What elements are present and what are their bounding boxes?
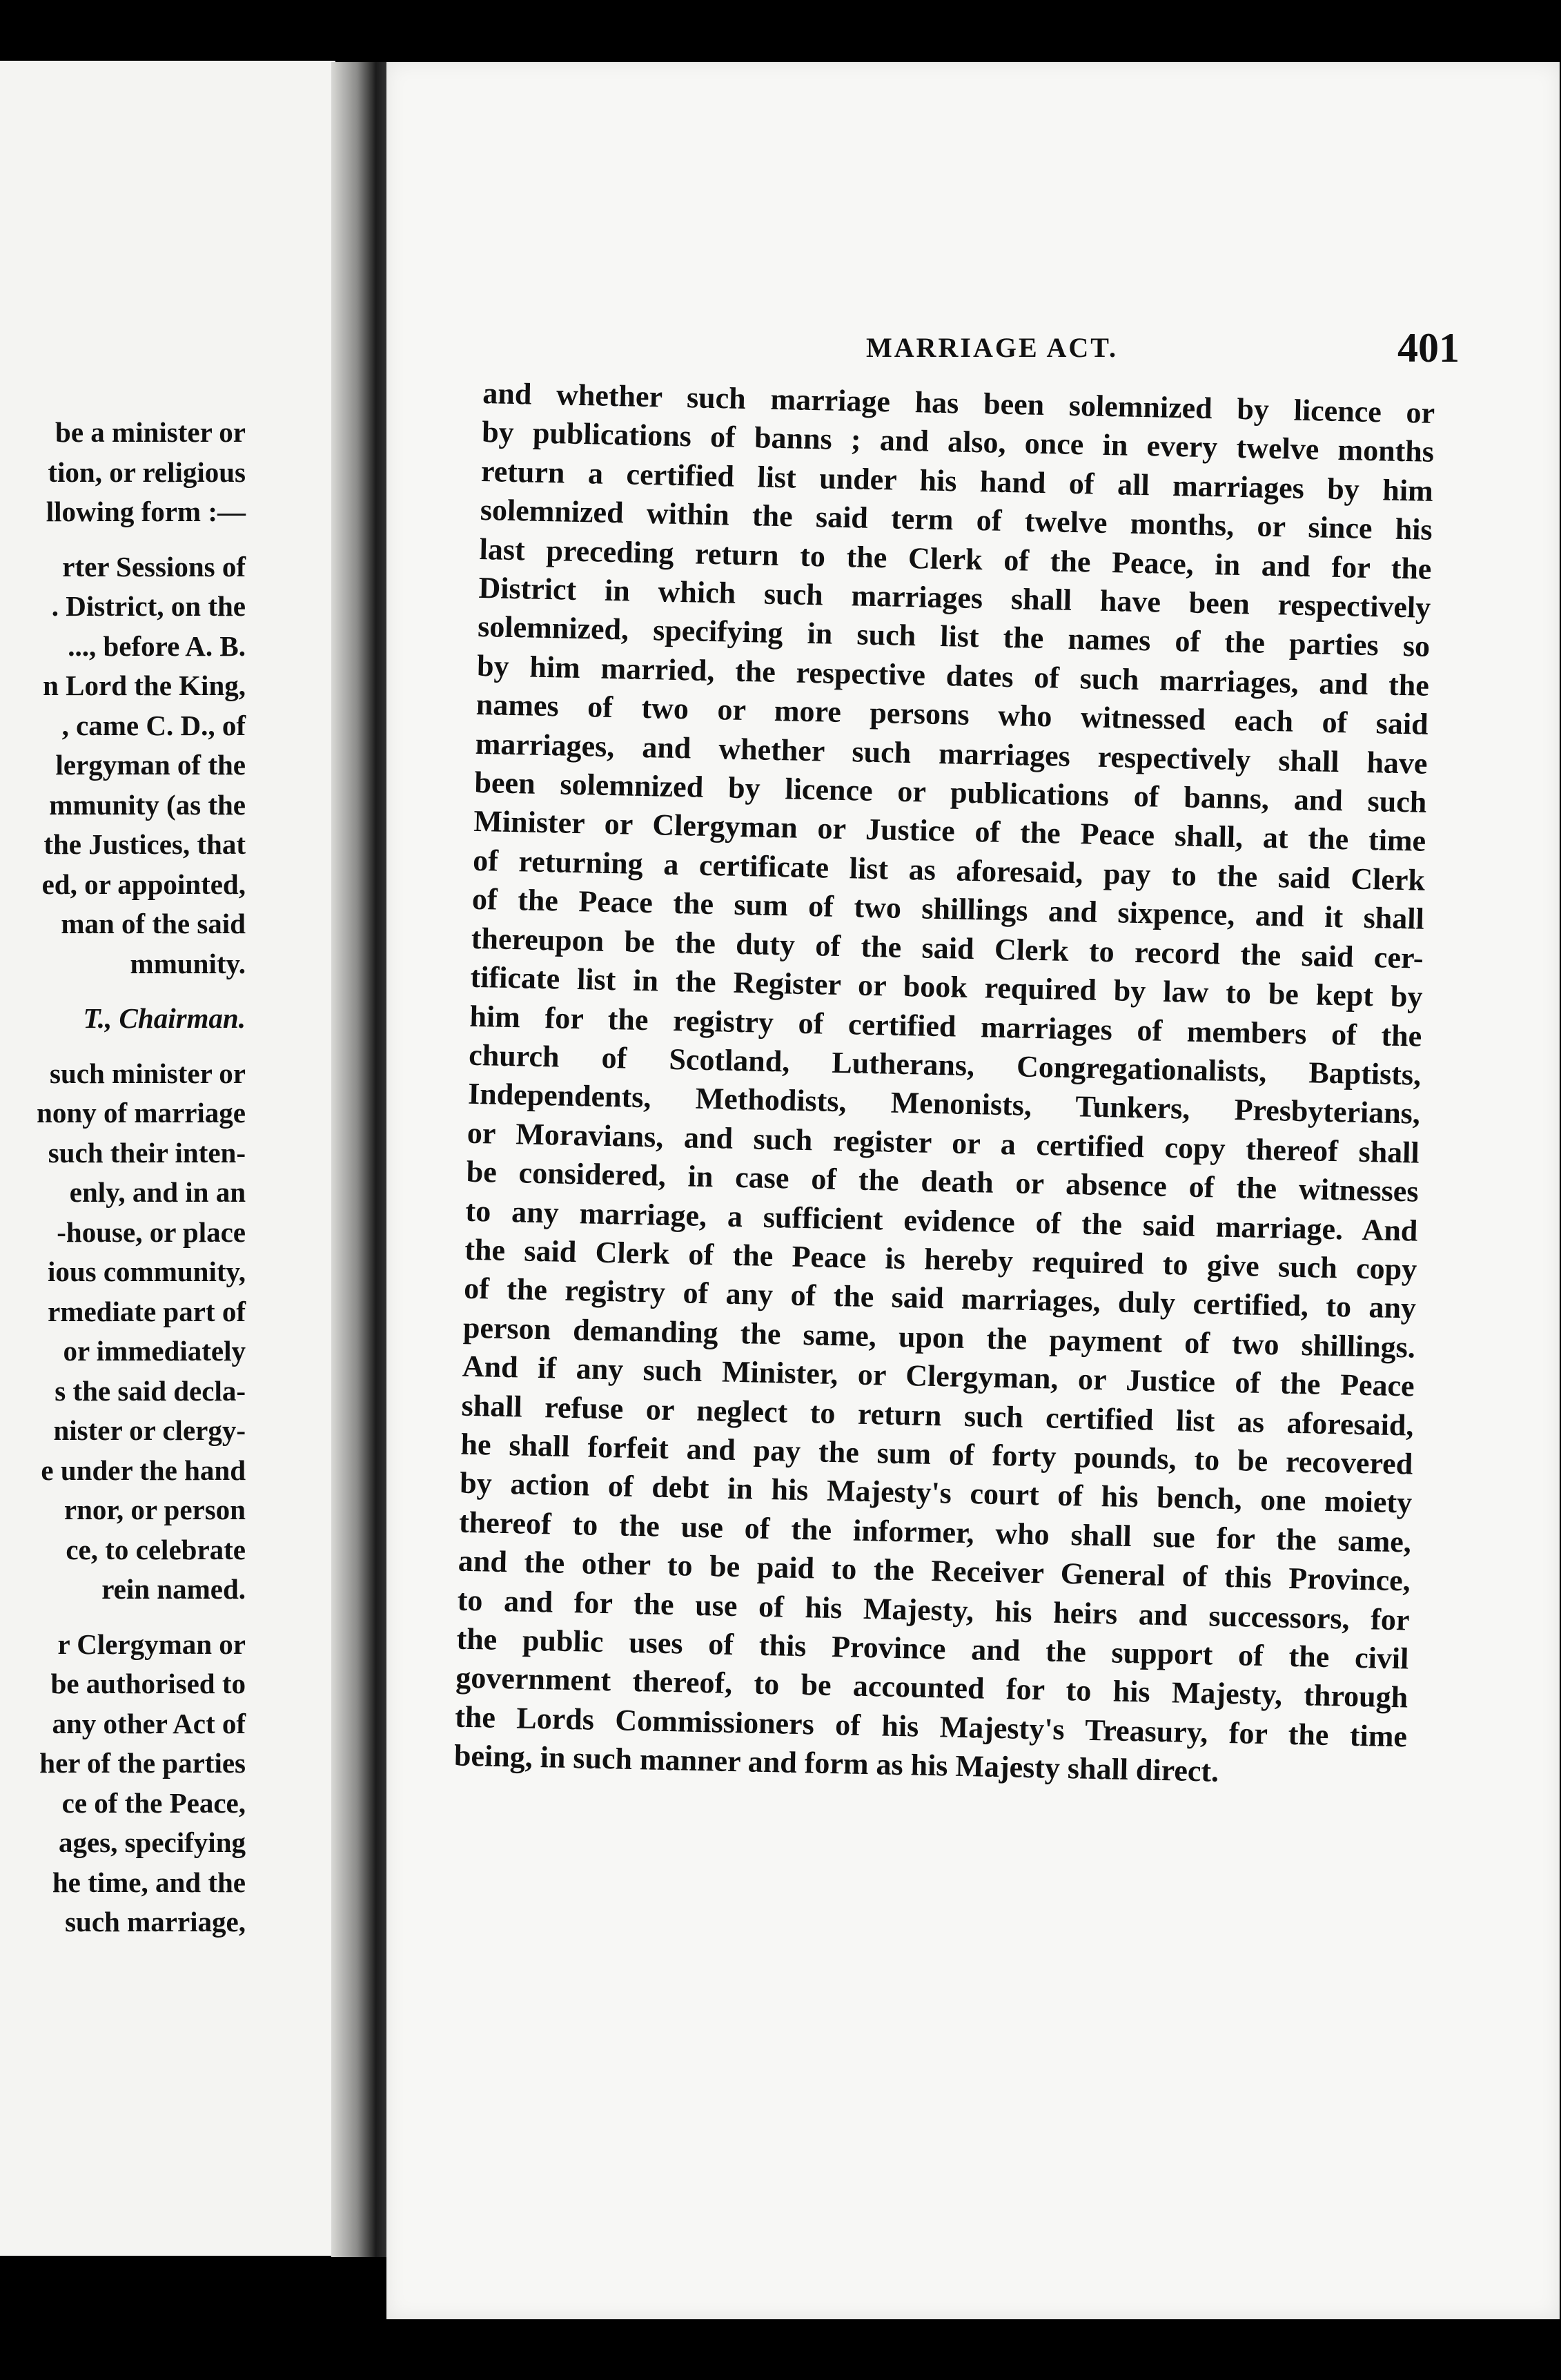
body-line: shall refuse or neglect to return such certified list as aforesaid,: [461, 1388, 1414, 1443]
left-line: nony of marriage: [37, 1097, 246, 1129]
left-line: tion, or religious: [48, 456, 246, 488]
body-line: the public uses of this Province and the support of the civil: [456, 1621, 1409, 1676]
body-line: by publications of banns ; and also, once in every twelve months: [481, 415, 1435, 469]
body-line: he shall forfeit and pay the sum of forty pounds, to be recovered: [460, 1427, 1413, 1481]
left-line: rter Sessions of: [62, 550, 246, 583]
left-line: e under the hand: [41, 1454, 246, 1486]
left-line: man of the said: [61, 908, 246, 939]
left-line: he time, and the: [52, 1866, 246, 1898]
left-line: llowing form :—: [46, 496, 246, 527]
body-line: to any marriage, a sufficient evidence of the said marriage. And: [465, 1193, 1418, 1248]
left-line: rnor, or person: [63, 1494, 246, 1525]
left-line: ious community,: [47, 1256, 246, 1287]
body-line: return a certified list under his hand of all marriages by him: [480, 453, 1434, 508]
body-line: been solemnized by licence or publications of banns, and such: [474, 765, 1427, 819]
left-line: such marriage,: [65, 1906, 246, 1938]
left-line: the Justices, that: [43, 828, 246, 860]
body-line: solemnized, specifying in such list the names of the parties so: [477, 609, 1431, 664]
left-line: rmediate part of: [48, 1295, 246, 1327]
left-line: her of the parties: [39, 1747, 246, 1779]
left-line: enly, and in an: [69, 1176, 246, 1208]
left-line: any other Act of: [52, 1707, 246, 1739]
left-signature-line: [0, 999, 246, 1039]
body-line: being, in such manner and form as his Majesty shall direct.: [453, 1738, 1219, 1788]
body-line: or Moravians, and such register or a certified copy thereof shall: [467, 1115, 1420, 1170]
running-title: MARRIAGE ACT.: [866, 332, 1118, 363]
left-line: ..., before A. B.: [68, 630, 246, 662]
left-line: ed, or appointed,: [41, 868, 246, 900]
body-line: District in which such marriages shall have been respectively: [478, 570, 1431, 625]
body-line: And if any such Minister, or Clergyman, or Justice of the Peace: [462, 1349, 1415, 1403]
left-line: mmunity (as the: [49, 788, 246, 821]
body-line: the said Clerk of the Peace is hereby required to give such copy: [464, 1232, 1417, 1287]
left-line: n Lord the King,: [43, 670, 246, 701]
left-page: [0, 61, 335, 2256]
body-line: of returning a certificate list as aforesaid, pay to the said Clerk: [472, 843, 1426, 897]
body-line: Minister or Clergyman or Justice of the Peace shall, at the time: [473, 804, 1426, 859]
body-line: solemnized within the said term of twelve months, or since his: [480, 493, 1433, 547]
left-line: ce, to celebrate: [66, 1533, 246, 1565]
body-line: the Lords Commissioners of his Majesty's Treasury, for the time: [454, 1699, 1408, 1754]
left-line: such minister or: [50, 1057, 246, 1089]
body-line: thereof to the use of the informer, who shall sue for the same,: [458, 1505, 1412, 1559]
body-line: person demanding the same, upon the payment of two shillings.: [462, 1310, 1416, 1365]
body-line: last preceding return to the Clerk of the Peace, in and for the: [479, 531, 1432, 586]
left-line: ce of the Peace,: [61, 1786, 246, 1819]
left-line: or immediately: [63, 1335, 246, 1367]
left-line: s the said decla-: [55, 1374, 246, 1407]
left-line: . District, on the: [51, 590, 246, 622]
left-line: be authorised to: [50, 1668, 246, 1699]
left-line: ages, specifying: [58, 1826, 246, 1858]
left-line: rein named.: [101, 1573, 246, 1605]
left-line: nister or clergy-: [53, 1414, 246, 1446]
body-text: [453, 374, 1435, 1795]
left-line: mmunity.: [130, 947, 246, 979]
left-line: , came C. D., of: [61, 709, 246, 741]
running-head: [386, 324, 1560, 380]
left-line: such their inten-: [48, 1136, 246, 1169]
page-number: 401: [1397, 325, 1460, 371]
left-line: -house, or place: [57, 1216, 246, 1248]
left-line: r Clergyman or: [57, 1628, 246, 1660]
body-line: and the other to be paid to the Receiver General of this Province,: [458, 1543, 1411, 1598]
body-line: tificate list in the Register or book required by law to be kept by: [470, 959, 1423, 1014]
body-line: names of two or more persons who witnessed each of said: [475, 687, 1429, 742]
body-line: to and for the use of his Majesty, his heirs and successors, for: [457, 1583, 1411, 1637]
body-line: of the registry of any of the said marriages, duly certified, to any: [463, 1271, 1417, 1325]
right-page: [386, 62, 1560, 2319]
body-line: him for the registry of certified marriages of members of the: [469, 999, 1422, 1053]
body-line: and whether such marriage has been solemnized by licence or: [482, 375, 1435, 430]
body-line: government thereof, to be accounted for to his Majesty, through: [455, 1660, 1408, 1715]
body-line: be considered, in case of the death or absence of the witnesses: [466, 1154, 1420, 1209]
left-line: lergyman of the: [55, 749, 246, 781]
body-line: by him married, the respective dates of such marriages, and the: [476, 648, 1430, 703]
body-line: of the Peace the sum of two shillings and sixpence, and it shall: [471, 882, 1425, 937]
body-line: thereupon be the duty of the said Clerk to record the said cer-: [471, 921, 1424, 975]
body-line: Independents, Methodists, Menonists, Tunkers, Presbyterians,: [467, 1077, 1421, 1131]
chairman-signature: T., Chairman.: [83, 1002, 246, 1034]
body-line: marriages, and whether such marriages respectively shall have: [475, 726, 1429, 781]
left-line: be a minister or: [55, 416, 246, 448]
body-line: church of Scotland, Lutherans, Congregationalists, Baptists,: [468, 1037, 1422, 1092]
left-page-text: [0, 413, 246, 1942]
body-line: by action of debt in his Majesty's court of his bench, one moiety: [459, 1466, 1413, 1520]
